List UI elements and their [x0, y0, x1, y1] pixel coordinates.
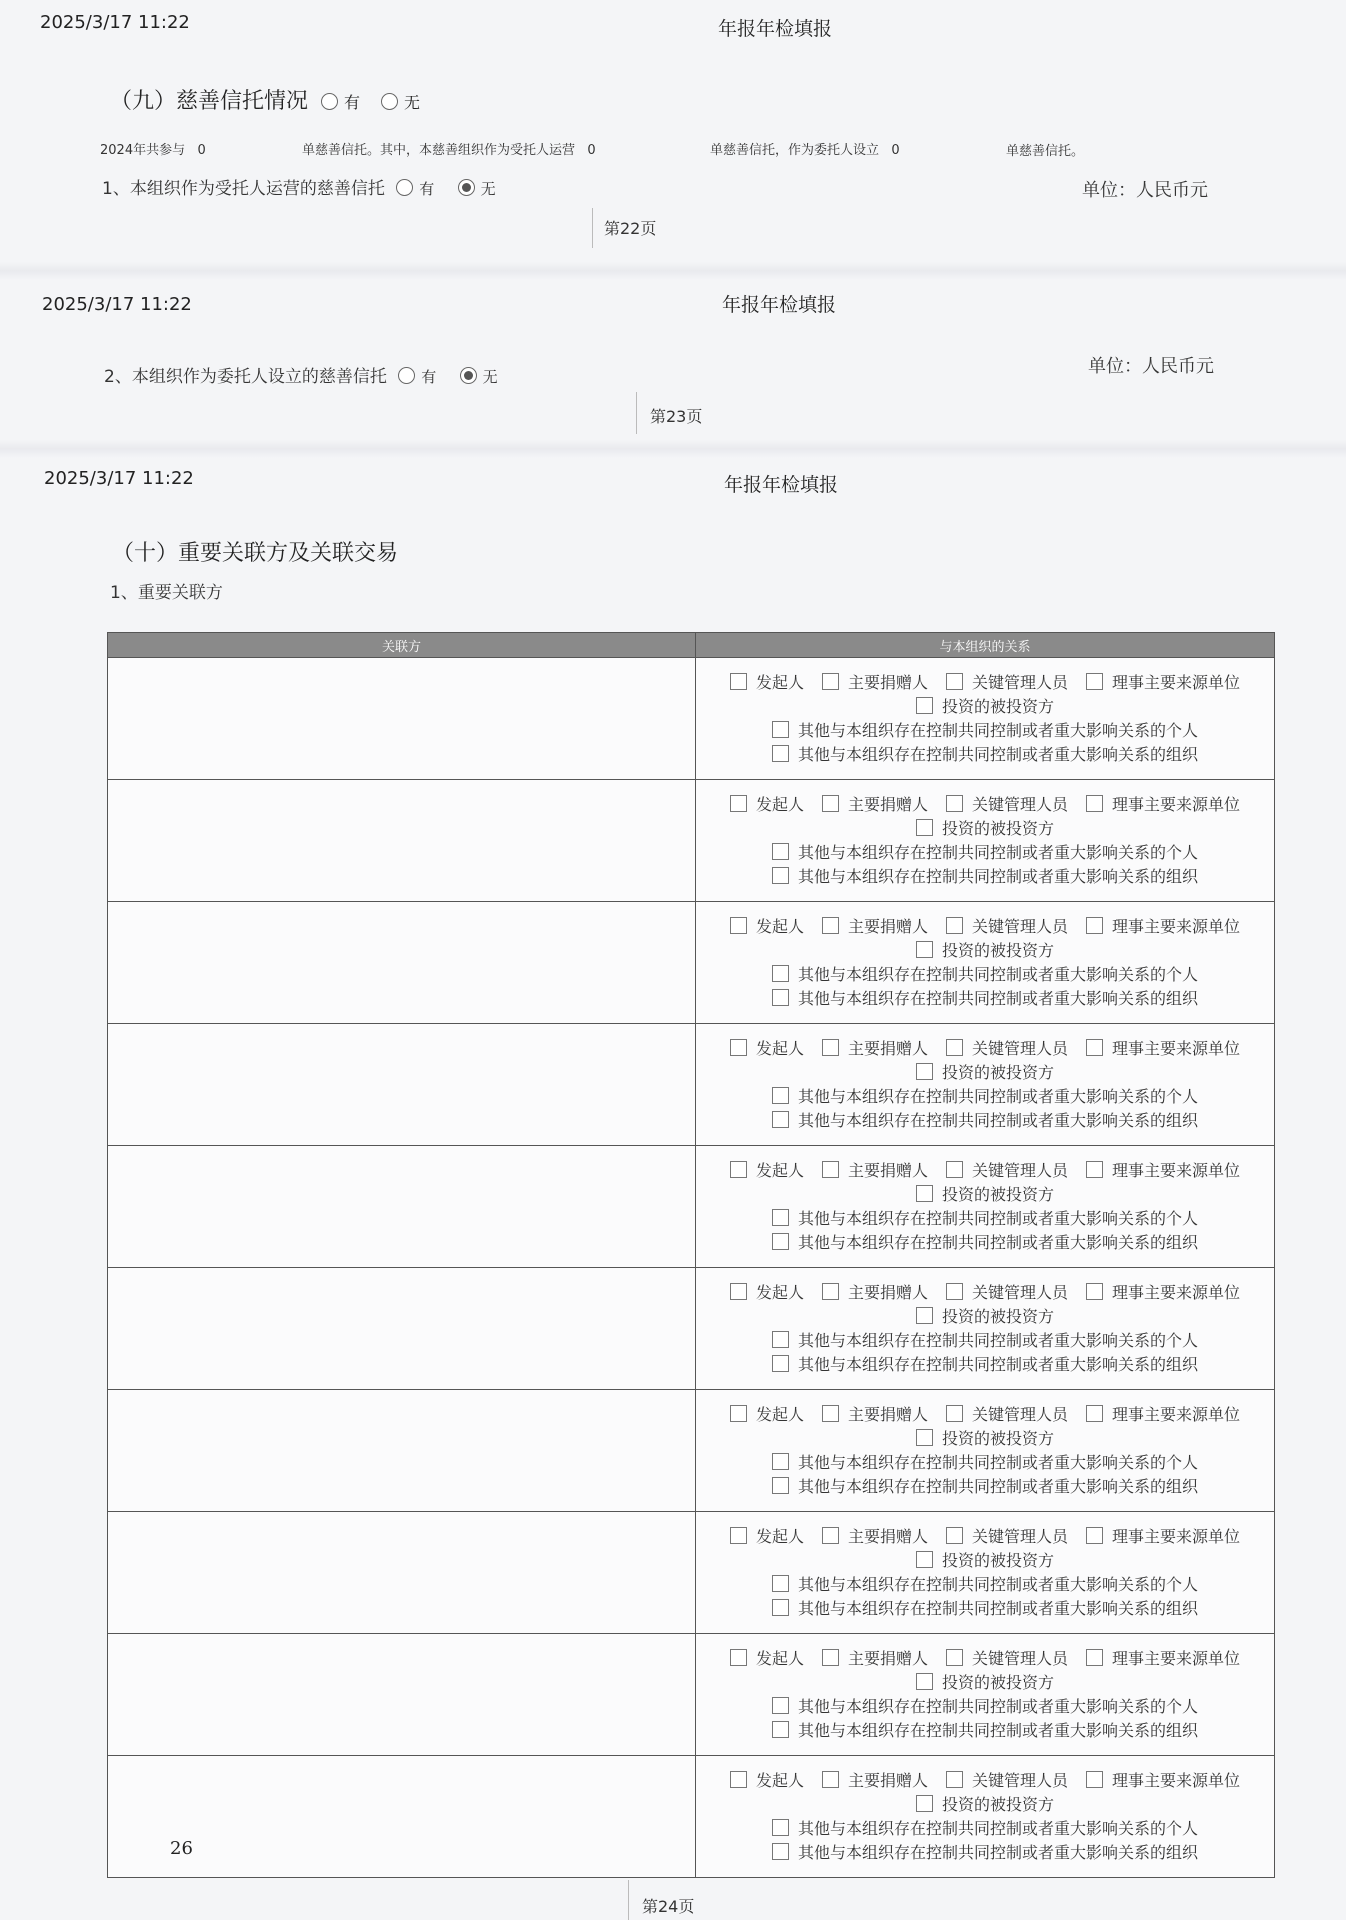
- option-label: 主要捐赠人: [847, 795, 928, 814]
- option-label: 关键管理人员: [972, 1649, 1069, 1668]
- relation-options: [696, 1146, 1275, 1268]
- checkbox-icon[interactable]: [730, 1283, 747, 1300]
- option-label: 主要捐赠人: [847, 1527, 928, 1546]
- checkbox-icon[interactable]: [1086, 795, 1103, 812]
- checkbox-icon[interactable]: [772, 1453, 789, 1470]
- checkbox-icon[interactable]: [772, 1477, 789, 1494]
- checkbox-icon[interactable]: [946, 1527, 963, 1544]
- option-label: 发起人: [755, 1527, 804, 1546]
- option-funding-unit[interactable]: [1086, 1525, 1240, 1549]
- checkbox-icon[interactable]: [822, 1283, 839, 1300]
- option-other-org[interactable]: [697, 1231, 1273, 1255]
- related-party-input[interactable]: [108, 1268, 696, 1390]
- option-founder[interactable]: [730, 671, 804, 695]
- table-row: [108, 1512, 1275, 1634]
- checkbox-icon[interactable]: [772, 1111, 789, 1128]
- checkbox-icon[interactable]: [772, 843, 789, 860]
- option-donor[interactable]: [822, 671, 928, 695]
- checkbox-icon[interactable]: [772, 1355, 789, 1372]
- option-other-org[interactable]: [697, 1597, 1273, 1621]
- related-party-input[interactable]: [108, 1390, 696, 1512]
- option-label: 投资的被投资方: [941, 819, 1054, 838]
- option-founder[interactable]: [730, 1403, 804, 1427]
- option-founder[interactable]: [730, 1769, 804, 1793]
- option-label: 发起人: [755, 1771, 804, 1790]
- option-funding-unit[interactable]: [1086, 793, 1240, 817]
- option-invested[interactable]: [697, 1671, 1273, 1695]
- related-party-input[interactable]: [108, 658, 696, 780]
- option-donor[interactable]: [822, 1037, 928, 1061]
- table-row: [108, 1146, 1275, 1268]
- stat-end: 单慈善信托。: [1006, 144, 1085, 159]
- option-founder[interactable]: [730, 1037, 804, 1061]
- section-title-text: （九）慈善信托情况: [110, 89, 309, 114]
- option-invested[interactable]: [697, 1183, 1273, 1207]
- checkbox-icon[interactable]: [916, 1551, 933, 1568]
- option-label: 发起人: [755, 673, 804, 692]
- handwritten-page-number: 26: [170, 1838, 193, 1859]
- option-invested[interactable]: [697, 1549, 1273, 1573]
- option-invested[interactable]: [697, 1427, 1273, 1451]
- related-party-table: [107, 632, 1275, 1878]
- settlor-trust-question: [104, 362, 498, 387]
- option-funding-unit[interactable]: [1086, 1403, 1240, 1427]
- option-label: 其他与本组织存在控制共同控制或者重大影响关系的个人: [797, 1209, 1198, 1228]
- page-number: 第24页: [642, 1897, 695, 1916]
- checkbox-icon[interactable]: [822, 1405, 839, 1422]
- table-row: [108, 902, 1275, 1024]
- option-label: 其他与本组织存在控制共同控制或者重大影响关系的个人: [797, 1697, 1198, 1716]
- checkbox-icon[interactable]: [916, 1795, 933, 1812]
- option-other-org[interactable]: [697, 987, 1273, 1011]
- checkbox-icon[interactable]: [1086, 1771, 1103, 1788]
- option-key-management[interactable]: [946, 1281, 1068, 1305]
- relation-options: [696, 1024, 1275, 1146]
- option-label: 发起人: [755, 1405, 804, 1424]
- option-other-person[interactable]: [697, 1329, 1273, 1353]
- related-party-input[interactable]: [108, 902, 696, 1024]
- checkbox-icon[interactable]: [1086, 1649, 1103, 1666]
- checkbox-icon[interactable]: [730, 1161, 747, 1178]
- column-header-relation: 与本组织的关系: [696, 633, 1275, 658]
- checkbox-icon[interactable]: [946, 1649, 963, 1666]
- option-invested[interactable]: [697, 1793, 1273, 1817]
- option-label: 其他与本组织存在控制共同控制或者重大影响关系的个人: [797, 1453, 1198, 1472]
- option-label: 其他与本组织存在控制共同控制或者重大影响关系的组织: [797, 1477, 1198, 1496]
- checkbox-icon[interactable]: [772, 1697, 789, 1714]
- relation-options: [696, 658, 1275, 780]
- option-label: 理事主要来源单位: [1112, 917, 1241, 936]
- table-row: [108, 1024, 1275, 1146]
- option-label: 其他与本组织存在控制共同控制或者重大影响关系的个人: [797, 965, 1198, 984]
- checkbox-icon[interactable]: [916, 1185, 933, 1202]
- checkbox-icon[interactable]: [946, 1771, 963, 1788]
- option-funding-unit[interactable]: [1086, 1647, 1240, 1671]
- option-label: 其他与本组织存在控制共同控制或者重大影响关系的组织: [797, 1233, 1198, 1252]
- relation-options: [696, 902, 1275, 1024]
- option-label: 理事主要来源单位: [1112, 1039, 1241, 1058]
- table-row: [108, 780, 1275, 902]
- page-number: 第23页: [650, 407, 703, 426]
- option-label: 理事主要来源单位: [1112, 1527, 1241, 1546]
- checkbox-icon[interactable]: [946, 1405, 963, 1422]
- option-label: 投资的被投资方: [941, 1429, 1054, 1448]
- checkbox-icon[interactable]: [772, 1087, 789, 1104]
- relation-options: [696, 1512, 1275, 1634]
- checkbox-icon[interactable]: [946, 795, 963, 812]
- option-label: 投资的被投资方: [941, 1551, 1054, 1570]
- option-label: 关键管理人员: [972, 917, 1069, 936]
- option-invested[interactable]: [697, 1061, 1273, 1085]
- option-key-management[interactable]: [946, 671, 1068, 695]
- subsection-title: 1、重要关联方: [110, 583, 223, 603]
- checkbox-icon[interactable]: [772, 1599, 789, 1616]
- option-label: 关键管理人员: [972, 1283, 1069, 1302]
- page-number: 第22页: [604, 219, 657, 238]
- stat-label: 单慈善信托。其中，本慈善组织作为受托人运营: [302, 143, 576, 158]
- option-label: 理事主要来源单位: [1112, 1405, 1241, 1424]
- checkbox-icon[interactable]: [822, 795, 839, 812]
- stat-settlor: [710, 139, 900, 158]
- option-label: 投资的被投资方: [941, 1795, 1054, 1814]
- option-label: 主要捐赠人: [847, 1039, 928, 1058]
- checkbox-icon[interactable]: [772, 989, 789, 1006]
- option-other-person[interactable]: [697, 1207, 1273, 1231]
- option-label: 关键管理人员: [972, 795, 1069, 814]
- related-party-input[interactable]: [108, 1634, 696, 1756]
- option-key-management[interactable]: [946, 1769, 1068, 1793]
- relation-options: [696, 1390, 1275, 1512]
- checkbox-icon[interactable]: [772, 1331, 789, 1348]
- stat-participation: [100, 139, 206, 158]
- checkbox-icon[interactable]: [916, 1429, 933, 1446]
- checkbox-icon[interactable]: [730, 673, 747, 690]
- option-founder[interactable]: [730, 1159, 804, 1183]
- option-label: 投资的被投资方: [941, 1185, 1054, 1204]
- option-funding-unit[interactable]: [1086, 671, 1240, 695]
- option-label: 理事主要来源单位: [1112, 1161, 1241, 1180]
- checkbox-icon[interactable]: [946, 1161, 963, 1178]
- option-label: 其他与本组织存在控制共同控制或者重大影响关系的个人: [797, 1575, 1198, 1594]
- option-label: 其他与本组织存在控制共同控制或者重大影响关系的个人: [797, 721, 1198, 740]
- checkbox-icon[interactable]: [946, 1283, 963, 1300]
- option-label: 关键管理人员: [972, 673, 1069, 692]
- option-donor[interactable]: [822, 1647, 928, 1671]
- relation-options: [696, 1756, 1275, 1878]
- option-label: 主要捐赠人: [847, 1649, 928, 1668]
- option-label: 发起人: [755, 1649, 804, 1668]
- checkbox-icon[interactable]: [772, 745, 789, 762]
- option-label: 发起人: [755, 1039, 804, 1058]
- table-row: [108, 658, 1275, 780]
- option-other-org[interactable]: [697, 743, 1273, 767]
- option-key-management[interactable]: [946, 915, 1068, 939]
- radio-yes[interactable]: [396, 179, 413, 196]
- option-other-org[interactable]: [697, 1109, 1273, 1133]
- checkbox-icon[interactable]: [822, 673, 839, 690]
- option-founder[interactable]: [730, 1281, 804, 1305]
- option-label: 主要捐赠人: [847, 1161, 928, 1180]
- table-row: [108, 1756, 1275, 1878]
- checkbox-icon[interactable]: [730, 795, 747, 812]
- option-label: 发起人: [755, 1161, 804, 1180]
- option-invested[interactable]: [697, 817, 1273, 841]
- option-other-person[interactable]: [697, 1695, 1273, 1719]
- checkbox-icon[interactable]: [916, 697, 933, 714]
- option-label: 其他与本组织存在控制共同控制或者重大影响关系的组织: [797, 1111, 1198, 1130]
- option-other-org[interactable]: [697, 865, 1273, 889]
- option-label: 投资的被投资方: [941, 941, 1054, 960]
- option-label: 主要捐赠人: [847, 1405, 928, 1424]
- option-funding-unit[interactable]: [1086, 915, 1240, 939]
- option-label: 其他与本组织存在控制共同控制或者重大影响关系的组织: [797, 989, 1198, 1008]
- radio-no[interactable]: [381, 93, 398, 110]
- option-key-management[interactable]: [946, 1525, 1068, 1549]
- checkbox-icon[interactable]: [730, 1039, 747, 1056]
- option-label: 其他与本组织存在控制共同控制或者重大影响关系的个人: [797, 843, 1198, 862]
- checkbox-icon[interactable]: [730, 917, 747, 934]
- relation-options: [696, 1634, 1275, 1756]
- checkbox-icon[interactable]: [1086, 1283, 1103, 1300]
- option-invested[interactable]: [697, 1305, 1273, 1329]
- checkbox-icon[interactable]: [772, 1233, 789, 1250]
- option-funding-unit[interactable]: [1086, 1769, 1240, 1793]
- checkbox-icon[interactable]: [946, 917, 963, 934]
- option-label: 其他与本组织存在控制共同控制或者重大影响关系的个人: [797, 1331, 1198, 1350]
- checkbox-icon[interactable]: [1086, 1039, 1103, 1056]
- option-other-person[interactable]: [697, 1817, 1273, 1841]
- radio-no-label: 无: [482, 368, 498, 386]
- checkbox-icon[interactable]: [772, 867, 789, 884]
- option-key-management[interactable]: [946, 793, 1068, 817]
- option-donor[interactable]: [822, 1525, 928, 1549]
- checkbox-icon[interactable]: [730, 1771, 747, 1788]
- checkbox-icon[interactable]: [946, 673, 963, 690]
- checkbox-icon[interactable]: [822, 917, 839, 934]
- table-row: [108, 1634, 1275, 1756]
- option-other-org[interactable]: [697, 1841, 1273, 1865]
- radio-no-label: 无: [404, 93, 421, 112]
- trustee-trust-question: [102, 174, 496, 199]
- option-label: 发起人: [755, 917, 804, 936]
- checkbox-icon[interactable]: [916, 1307, 933, 1324]
- checkbox-icon[interactable]: [1086, 1405, 1103, 1422]
- radio-yes-label: 有: [421, 368, 437, 386]
- option-other-org[interactable]: [697, 1719, 1273, 1743]
- option-other-org[interactable]: [697, 1475, 1273, 1499]
- checkbox-icon[interactable]: [822, 1527, 839, 1544]
- option-label: 发起人: [755, 1283, 804, 1302]
- checkbox-icon[interactable]: [730, 1405, 747, 1422]
- radio-yes[interactable]: [398, 367, 415, 384]
- timestamp: 2025/3/17 11:22: [42, 294, 192, 315]
- option-label: 其他与本组织存在控制共同控制或者重大影响关系的个人: [797, 1087, 1198, 1106]
- checkbox-icon[interactable]: [822, 1649, 839, 1666]
- radio-no[interactable]: [458, 179, 475, 196]
- option-label: 关键管理人员: [972, 1771, 1069, 1790]
- option-label: 关键管理人员: [972, 1161, 1069, 1180]
- table-row: [108, 1390, 1275, 1512]
- checkbox-icon[interactable]: [916, 941, 933, 958]
- option-other-person[interactable]: [697, 719, 1273, 743]
- option-founder[interactable]: [730, 1525, 804, 1549]
- option-label: 主要捐赠人: [847, 1283, 928, 1302]
- option-other-org[interactable]: [697, 1353, 1273, 1377]
- timestamp: 2025/3/17 11:22: [40, 12, 190, 33]
- question-text: 1、本组织作为受托人运营的慈善信托: [102, 179, 385, 199]
- radio-no-label: 无: [480, 180, 496, 198]
- checkbox-icon[interactable]: [1086, 917, 1103, 934]
- option-label: 理事主要来源单位: [1112, 1283, 1241, 1302]
- option-label: 主要捐赠人: [847, 917, 928, 936]
- option-label: 理事主要来源单位: [1112, 1649, 1241, 1668]
- option-label: 理事主要来源单位: [1112, 795, 1241, 814]
- option-donor[interactable]: [822, 1769, 928, 1793]
- stat-value: 0: [197, 143, 206, 158]
- page-header-title: 年报年检填报: [724, 474, 839, 496]
- stat-label: 2024年共参与: [100, 143, 186, 158]
- table-row: [108, 1268, 1275, 1390]
- option-donor[interactable]: [822, 915, 928, 939]
- checkbox-icon[interactable]: [916, 1673, 933, 1690]
- option-label: 其他与本组织存在控制共同控制或者重大影响关系的组织: [797, 1355, 1198, 1374]
- related-party-input[interactable]: [108, 1024, 696, 1146]
- option-donor[interactable]: [822, 1159, 928, 1183]
- related-party-input[interactable]: [108, 780, 696, 902]
- option-label: 其他与本组织存在控制共同控制或者重大影响关系的组织: [797, 867, 1198, 886]
- checkbox-icon[interactable]: [822, 1161, 839, 1178]
- option-label: 其他与本组织存在控制共同控制或者重大影响关系的组织: [797, 1843, 1198, 1862]
- relation-options: [696, 1268, 1275, 1390]
- relation-options: [696, 780, 1275, 902]
- checkbox-icon[interactable]: [946, 1039, 963, 1056]
- option-donor[interactable]: [822, 1403, 928, 1427]
- checkbox-icon[interactable]: [772, 1819, 789, 1836]
- option-invested[interactable]: [697, 939, 1273, 963]
- checkbox-icon[interactable]: [1086, 1527, 1103, 1544]
- checkbox-icon[interactable]: [772, 1575, 789, 1592]
- option-funding-unit[interactable]: [1086, 1281, 1240, 1305]
- radio-yes-label: 有: [419, 180, 435, 198]
- option-label: 关键管理人员: [972, 1405, 1069, 1424]
- option-other-person[interactable]: [697, 963, 1273, 987]
- option-key-management[interactable]: [946, 1647, 1068, 1671]
- timestamp: 2025/3/17 11:22: [44, 468, 194, 489]
- option-other-person[interactable]: [697, 1573, 1273, 1597]
- option-label: 理事主要来源单位: [1112, 673, 1241, 692]
- checkbox-icon[interactable]: [916, 1063, 933, 1080]
- checkbox-icon[interactable]: [772, 1209, 789, 1226]
- related-party-input[interactable]: [108, 1756, 696, 1878]
- option-label: 投资的被投资方: [941, 1673, 1054, 1692]
- option-founder[interactable]: [730, 793, 804, 817]
- related-party-input[interactable]: [108, 1146, 696, 1268]
- option-label: 投资的被投资方: [941, 1063, 1054, 1082]
- radio-yes[interactable]: [321, 93, 338, 110]
- option-key-management[interactable]: [946, 1037, 1068, 1061]
- option-other-person[interactable]: [697, 1085, 1273, 1109]
- checkbox-icon[interactable]: [730, 1649, 747, 1666]
- option-label: 关键管理人员: [972, 1039, 1069, 1058]
- option-label: 其他与本组织存在控制共同控制或者重大影响关系的个人: [797, 1819, 1198, 1838]
- checkbox-icon[interactable]: [772, 1721, 789, 1738]
- radio-yes-label: 有: [344, 93, 361, 112]
- page-header-title: 年报年检填报: [722, 294, 837, 316]
- option-donor[interactable]: [822, 1281, 928, 1305]
- page-header-title: 年报年检填报: [718, 18, 833, 40]
- option-other-person[interactable]: [697, 841, 1273, 865]
- checkbox-icon[interactable]: [772, 965, 789, 982]
- checkbox-icon[interactable]: [772, 1843, 789, 1860]
- column-header-party: 关联方: [108, 633, 696, 658]
- question-text: 2、本组织作为委托人设立的慈善信托: [104, 367, 387, 387]
- option-label: 其他与本组织存在控制共同控制或者重大影响关系的组织: [797, 1721, 1198, 1740]
- option-label: 理事主要来源单位: [1112, 1771, 1241, 1790]
- checkbox-icon[interactable]: [730, 1527, 747, 1544]
- checkbox-icon[interactable]: [1086, 1161, 1103, 1178]
- unit-label: 单位：人民币元: [1088, 356, 1214, 377]
- option-other-person[interactable]: [697, 1451, 1273, 1475]
- option-key-management[interactable]: [946, 1403, 1068, 1427]
- stat-value: 0: [587, 143, 596, 158]
- stat-trustee: [302, 139, 596, 158]
- section-title-trust: [110, 84, 420, 115]
- option-label: 投资的被投资方: [941, 1307, 1054, 1326]
- option-label: 投资的被投资方: [941, 697, 1054, 716]
- option-founder[interactable]: [730, 1647, 804, 1671]
- stat-value: 0: [891, 143, 900, 158]
- related-party-input[interactable]: [108, 1512, 696, 1634]
- option-label: 关键管理人员: [972, 1527, 1069, 1546]
- option-key-management[interactable]: [946, 1159, 1068, 1183]
- checkbox-icon[interactable]: [822, 1039, 839, 1056]
- checkbox-icon[interactable]: [822, 1771, 839, 1788]
- checkbox-icon[interactable]: [1086, 673, 1103, 690]
- option-funding-unit[interactable]: [1086, 1037, 1240, 1061]
- option-founder[interactable]: [730, 915, 804, 939]
- checkbox-icon[interactable]: [916, 819, 933, 836]
- option-label: 发起人: [755, 795, 804, 814]
- unit-label: 单位：人民币元: [1082, 180, 1208, 201]
- option-funding-unit[interactable]: [1086, 1159, 1240, 1183]
- option-label: 主要捐赠人: [847, 1771, 928, 1790]
- radio-no[interactable]: [460, 367, 477, 384]
- option-label: 其他与本组织存在控制共同控制或者重大影响关系的组织: [797, 745, 1198, 764]
- section-title-related-party: （十）重要关联方及关联交易: [112, 541, 399, 566]
- stat-label: 单慈善信托，作为委托人设立: [710, 143, 880, 158]
- option-label: 主要捐赠人: [847, 673, 928, 692]
- option-donor[interactable]: [822, 793, 928, 817]
- option-invested[interactable]: [697, 695, 1273, 719]
- checkbox-icon[interactable]: [772, 721, 789, 738]
- option-label: 其他与本组织存在控制共同控制或者重大影响关系的组织: [797, 1599, 1198, 1618]
